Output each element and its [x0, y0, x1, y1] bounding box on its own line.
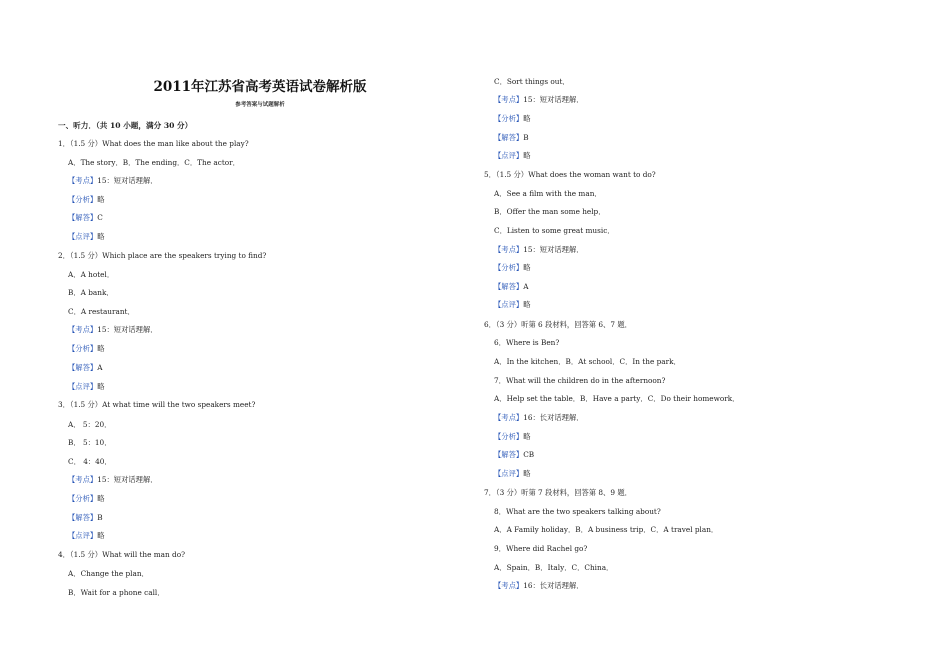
dianping-tag: 【点评】: [68, 232, 98, 241]
fenxi-tag: 【分析】: [494, 263, 524, 272]
q4-kaodian: 【考点】15：短对话理解．: [494, 95, 584, 104]
q4-option-a: A．Change the plan．: [68, 569, 149, 578]
q9-sub-question: 9．Where did Rachel go?: [494, 544, 588, 553]
q2-jieda: 【解答】A: [68, 363, 103, 372]
fenxi-tag: 【分析】: [494, 114, 524, 123]
kaodian-tag: 【考点】: [494, 245, 524, 254]
q2-option-c: C．A restaurant．: [68, 307, 135, 316]
question-7: 7．（3 分）听第 7 段材料，回答第 8、9 题．: [484, 488, 632, 497]
q6-dianping: 【点评】略: [494, 469, 531, 478]
q7-sub-question: 7．What will the children do in the afternoon?: [494, 376, 666, 385]
q3-option-b: B． 5：10．: [68, 438, 112, 447]
q5-dianping: 【点评】略: [494, 300, 531, 309]
q2-fenxi: 【分析】略: [68, 344, 105, 353]
dianping-tag: 【点评】: [494, 151, 524, 160]
q4-option-b: B．Wait for a phone call．: [68, 588, 165, 597]
question-5: 5．（1.5 分）What does the woman want to do?: [484, 170, 656, 179]
question-4: 4．（1.5 分）What will the man do?: [58, 550, 186, 559]
q9-options: A．Spain．B．Italy．C．China．: [494, 563, 614, 572]
dianping-tag: 【点评】: [68, 531, 98, 540]
jieda-tag: 【解答】: [494, 282, 524, 291]
q4-jieda: 【解答】B: [494, 133, 529, 142]
q1-dianping: 【点评】略: [68, 232, 105, 241]
q8-options: A．A Family holiday．B．A business trip．C．A travel plan．: [494, 525, 719, 534]
dianping-tag: 【点评】: [494, 469, 524, 478]
q2-option-a: A．A hotel．: [68, 270, 115, 279]
q6-jieda: 【解答】CB: [494, 450, 535, 459]
q8-sub-question: 8．What are the two speakers talking about?: [494, 507, 661, 516]
q5-fenxi: 【分析】略: [494, 263, 531, 272]
q6-kaodian: 【考点】16：长对话理解．: [494, 413, 584, 422]
q4-option-c: C．Sort things out．: [494, 77, 570, 86]
kaodian-tag: 【考点】: [68, 325, 98, 334]
fenxi-tag: 【分析】: [494, 432, 524, 441]
q4-fenxi: 【分析】略: [494, 114, 531, 123]
jieda-tag: 【解答】: [494, 133, 524, 142]
q1-jieda: 【解答】C: [68, 213, 103, 222]
q2-dianping: 【点评】略: [68, 382, 105, 391]
q5-kaodian: 【考点】15：短对话理解．: [494, 245, 584, 254]
q2-kaodian: 【考点】15：短对话理解．: [68, 325, 158, 334]
fenxi-tag: 【分析】: [68, 494, 98, 503]
q5-jieda: 【解答】A: [494, 282, 529, 291]
q5-option-c: C．Listen to some great music．: [494, 226, 615, 235]
q1-fenxi: 【分析】略: [68, 195, 105, 204]
document-title: 2011年江苏省高考英语试卷解析版: [153, 79, 367, 95]
kaodian-tag: 【考点】: [68, 475, 98, 484]
q3-kaodian: 【考点】15：短对话理解．: [68, 475, 158, 484]
kaodian-tag: 【考点】: [68, 176, 98, 185]
question-1-options: A．The story．B．The ending．C．The actor．: [68, 158, 240, 167]
kaodian-tag: 【考点】: [494, 95, 524, 104]
q7-options: A．Help set the table．B．Have a party．C．Do their homework．: [494, 394, 740, 403]
q6-fenxi: 【分析】略: [494, 432, 531, 441]
question-2: 2．（1.5 分）Which place are the speakers trying to find?: [58, 251, 267, 260]
q7-kaodian: 【考点】16：长对话理解．: [494, 581, 584, 590]
kaodian-tag: 【考点】: [494, 413, 524, 422]
q3-fenxi: 【分析】略: [68, 494, 105, 503]
q5-option-a: A．See a film with the man．: [494, 189, 602, 198]
section-heading: 一、听力．（共 10 小题，满分 30 分）: [58, 121, 193, 130]
document-subtitle: 参考答案与试题解析: [235, 102, 285, 108]
q6-options: A．In the kitchen．B．At school．C．In the park．: [494, 357, 681, 366]
dianping-tag: 【点评】: [494, 300, 524, 309]
q3-option-a: A． 5：20．: [68, 420, 112, 429]
jieda-tag: 【解答】: [494, 450, 524, 459]
q5-option-b: B．Offer the man some help．: [494, 207, 606, 216]
q2-option-b: B．A bank．: [68, 288, 114, 297]
question-6: 6．（3 分）听第 6 段材料，回答第 6、7 题．: [484, 320, 632, 329]
dianping-tag: 【点评】: [68, 382, 98, 391]
q4-dianping: 【点评】略: [494, 151, 531, 160]
fenxi-tag: 【分析】: [68, 344, 98, 353]
jieda-tag: 【解答】: [68, 513, 98, 522]
jieda-tag: 【解答】: [68, 363, 98, 372]
q6-sub-question: 6．Where is Ben?: [494, 338, 560, 347]
fenxi-tag: 【分析】: [68, 195, 98, 204]
q3-jieda: 【解答】B: [68, 513, 103, 522]
jieda-tag: 【解答】: [68, 213, 98, 222]
question-1: 1．（1.5 分）What does the man like about the play?: [58, 139, 249, 148]
q3-dianping: 【点评】略: [68, 531, 105, 540]
kaodian-tag: 【考点】: [494, 581, 524, 590]
q1-kaodian: 【考点】15：短对话理解．: [68, 176, 158, 185]
q3-option-c: C． 4：40．: [68, 457, 112, 466]
question-3: 3．（1.5 分）At what time will the two speakers meet?: [58, 400, 256, 409]
